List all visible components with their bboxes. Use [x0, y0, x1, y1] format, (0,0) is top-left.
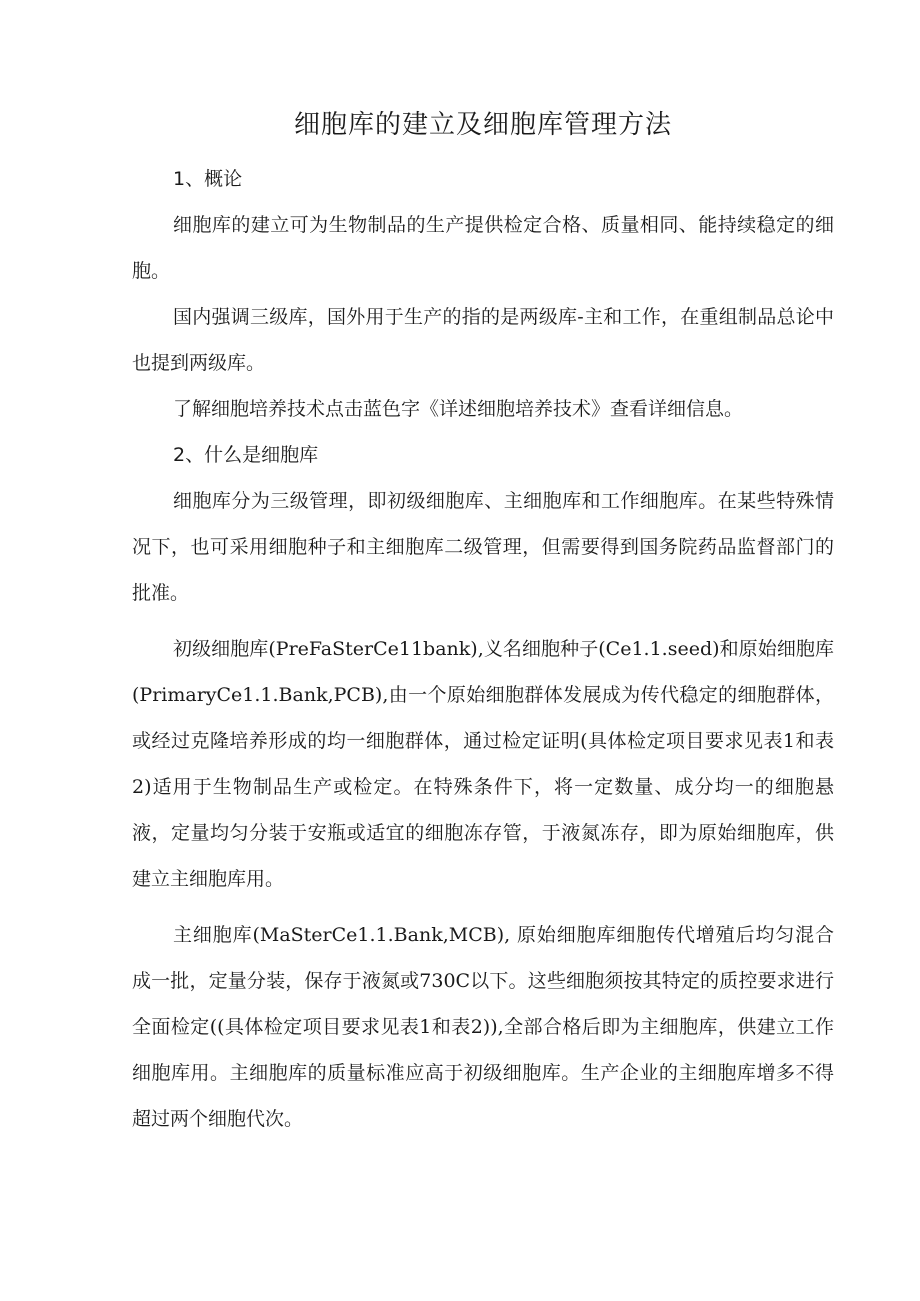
paragraph-overview-1: 细胞库的建立可为生物制品的生产提供检定合格、质量相同、能持续稳定的细胞。: [132, 214, 834, 282]
paragraph-overview-2: 国内强调三级库，国外用于生产的指的是两级库-主和工作，在重组制品总论中也提到两级库。: [132, 306, 834, 374]
page-title: 细胞库的建立及细胞库管理方法: [293, 110, 672, 140]
term-master-cell-bank: 主细胞库: [173, 924, 253, 946]
term-primary-cell-bank: 初级细胞库: [173, 638, 269, 660]
paragraph-master-cell-bank: [132, 912, 834, 1142]
master-cell-bank-text: (MaSterCe1.1.Bank,MCB), 原始细胞库细胞传代增殖后均匀混合成一批，定量分装，保存于液氮或730C以下。这些细胞须按其特定的质控要求进行全面检定((具体检定项目要求见表1和表2)),全部合格后即为主细胞库，供建立工作细胞库用。主细胞库的质量标准应高于初级细胞库。生产企业的主细胞库增多不得超过两个细胞代次。: [132, 924, 834, 1130]
section-heading-overview: 1、概论: [173, 168, 243, 190]
paragraph-cell-bank-levels: 细胞库分为三级管理，即初级细胞库、主细胞库和工作细胞库。在某些特殊情况下，也可采用细胞种子和主细胞库二级管理，但需要得到国务院药品监督部门的批准。: [132, 490, 834, 604]
paragraph-overview-3: 了解细胞培养技术点击蓝色字《详述细胞培养技术》查看详细信息。: [173, 398, 744, 420]
paragraph-primary-cell-bank: [132, 626, 834, 902]
primary-cell-bank-text: (PreFaSterCe11bank),义名细胞种子(Ce1.1.seed)和原始细胞库(PrimaryCe1.1.Bank,PCB),由一个原始细胞群体发展成为传代稳定的细胞群体，或经过克隆培养形成的均一细胞群体，通过检定证明(具体检定项目要求见表1和表2)适用于生物制品生产或检定。在特殊条件下，将一定数量、成分均一的细胞悬液，定量均匀分装于安瓶或适宜的细胞冻存管，于液氮冻存，即为原始细胞库，供建立主细胞库用。: [132, 638, 834, 890]
section-heading-what-is-cell-bank: 2、什么是细胞库: [173, 444, 319, 466]
document-page: [132, 100, 834, 1142]
